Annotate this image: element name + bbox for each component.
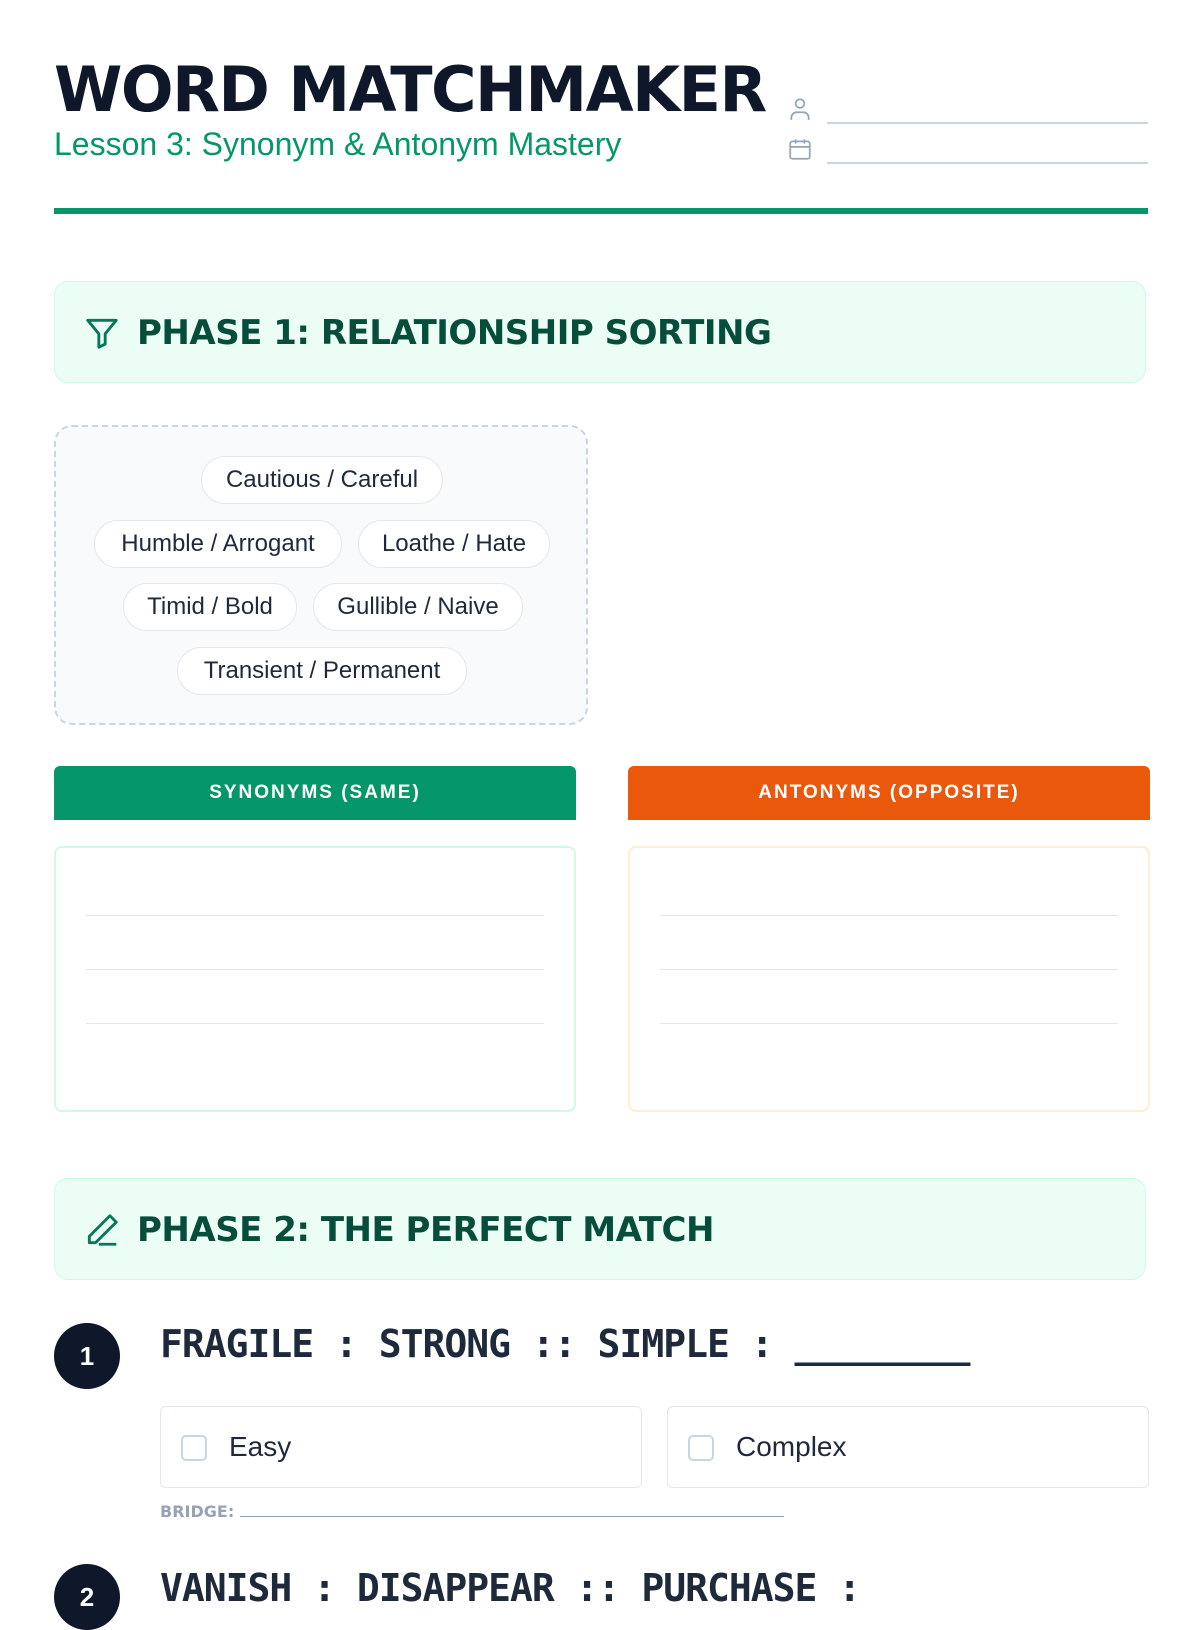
phase-1-banner [54,281,1146,383]
writing-line [86,915,544,916]
student-name-field[interactable] [787,92,1148,126]
name-line [827,122,1148,124]
writing-line [660,915,1118,916]
writing-line [660,1023,1118,1024]
word-chip[interactable]: Timid / Bold [123,583,297,631]
option-label: Easy [229,1431,292,1462]
phase-2-title: PHASE 2: THE PERFECT MATCH [137,1210,714,1250]
phase-2-banner [54,1178,1146,1280]
writing-line [86,969,544,970]
question-number-badge: 1 [54,1323,120,1389]
checkbox[interactable] [181,1435,207,1461]
analogy-prompt: VANISH : DISAPPEAR :: PURCHASE : [160,1566,861,1610]
word-chip[interactable]: Humble / Arrogant [94,520,342,568]
antonyms-drop-zone[interactable] [628,846,1150,1112]
filter-icon [83,314,121,352]
checkbox[interactable] [688,1435,714,1461]
word-chip[interactable]: Transient / Permanent [177,647,467,695]
option-label: Complex [736,1431,847,1462]
person-icon [787,96,813,122]
question-number-badge: 2 [54,1564,120,1630]
pencil-icon [83,1211,121,1249]
bridge-field[interactable] [160,1502,784,1521]
worksheet-header [54,54,1148,214]
worksheet-title: WORD MATCHMAKER [54,53,766,126]
bridge-label: BRIDGE: [160,1502,235,1521]
header-divider [54,208,1148,214]
answer-option[interactable] [160,1406,642,1488]
lesson-subtitle: Lesson 3: Synonym & Antonym Mastery [54,126,622,162]
writing-line [660,969,1118,970]
answer-option[interactable] [667,1406,1149,1488]
date-line [827,162,1148,164]
bridge-line [240,1516,784,1517]
word-chip[interactable]: Loathe / Hate [358,520,550,568]
word-chip[interactable]: Gullible / Naive [313,583,523,631]
word-chip[interactable]: Cautious / Careful [201,456,443,504]
date-field[interactable] [787,132,1148,166]
synonyms-header: SYNONYMS (SAME) [54,766,576,820]
synonyms-drop-zone[interactable] [54,846,576,1112]
phase-1-title: PHASE 1: RELATIONSHIP SORTING [137,313,772,353]
calendar-icon [787,136,813,162]
writing-line [86,1023,544,1024]
antonyms-header: ANTONYMS (OPPOSITE) [628,766,1150,820]
analogy-prompt: FRAGILE : STRONG :: SIMPLE : ________ [160,1322,970,1366]
word-bank [54,425,588,725]
